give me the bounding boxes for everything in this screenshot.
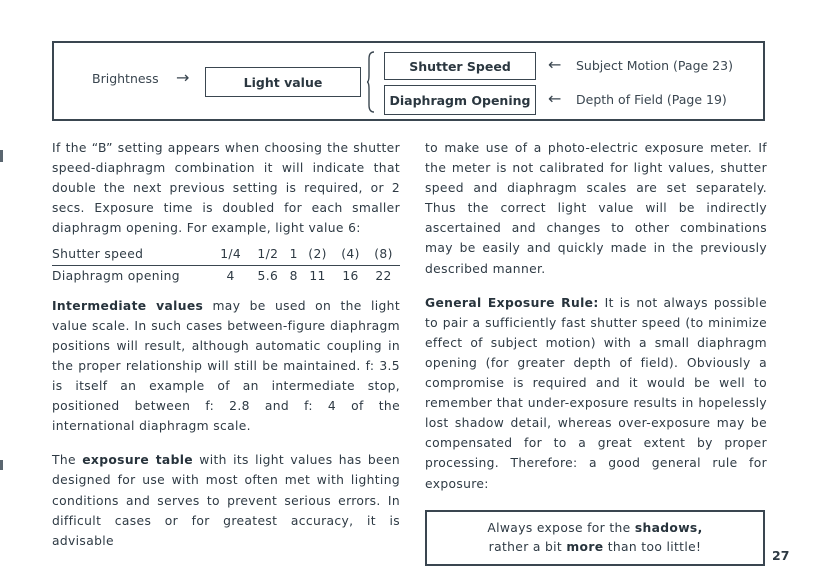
- rule-text: rather a bit: [488, 539, 567, 554]
- depth-of-field-label: Depth of Field (Page 19): [576, 92, 727, 107]
- table-cell: 22: [375, 268, 392, 283]
- table-cell: 5.6: [257, 268, 279, 283]
- rule-line-2: [489, 538, 702, 557]
- term-shadows: shadows,: [634, 520, 703, 535]
- rule-line-1: [487, 519, 702, 538]
- rule-text: than too little!: [603, 539, 702, 554]
- table-cell: (2): [301, 244, 334, 265]
- diaphragm-opening-box: Diaphragm Opening: [384, 85, 536, 115]
- exposure-diagram: [52, 41, 765, 121]
- general-rule-paragraph: [425, 293, 767, 494]
- table-cell: 1/4: [212, 244, 249, 265]
- table-cell: 8: [289, 268, 298, 283]
- table-cell: 1: [286, 244, 301, 265]
- exposure-example-table: [52, 244, 400, 285]
- term-exposure-table: exposure table: [82, 453, 193, 468]
- left-column: [52, 138, 400, 565]
- table-cell: (4): [334, 244, 367, 265]
- table-cell: 16: [342, 268, 359, 283]
- exposure-table-paragraph: [52, 450, 400, 550]
- rule-text: Always expose for the: [487, 520, 635, 535]
- table-row: [52, 265, 400, 286]
- table-cell: (8): [367, 244, 400, 265]
- table-row-label: Shutter speed: [52, 244, 212, 265]
- intermediate-values-paragraph: [52, 296, 400, 437]
- arrow-left-icon: ←: [548, 55, 562, 74]
- light-value-box: Light value: [205, 67, 361, 97]
- exposure-meter-paragraph: to make use of a photo-electric exposure meter. If the meter is not calibrated for light values, shutter speed and diaphragm scales are set separately. Thus the correct light value will be indirectly ascertained and changes to other combinations may be easily and quickly made in the previously described manner.: [425, 141, 767, 276]
- term-more: more: [566, 539, 604, 554]
- paragraph-text: The: [52, 453, 83, 468]
- arrow-right-icon: →: [176, 68, 190, 87]
- brightness-label: Brightness: [92, 71, 159, 86]
- paragraph-text: It is not always possible to pair a sufficiently fast shutter speed (to minimize effect of subject motion) with a small diaphragm opening (for greater depth of field). Obviously a compromise is required and it would be well to remember that under-exposure results in hopelessly lost shadow detail, whereas over-exposure may be compensated for to a great extent by proper processing. Therefore: a good general rule for exposure:: [425, 295, 767, 491]
- table-row-label: Diaphragm opening: [52, 268, 180, 283]
- table-cell: 4: [226, 268, 235, 283]
- right-column: [425, 138, 767, 566]
- term-general-exposure-rule: General Exposure Rule:: [425, 295, 599, 310]
- term-intermediate-values: Intermediate values: [52, 298, 204, 313]
- b-setting-paragraph: If the “B” setting appears when choosing the shutter speed-diaphragm combination it will indicate that double the next previous setting is required, or 2 secs. Exposure time is doubled for each smaller diaphragm opening. For example, light value 6:: [52, 141, 400, 236]
- scan-edge-mark: [0, 460, 3, 470]
- table-cell: 1/2: [249, 244, 286, 265]
- shutter-speed-box: Shutter Speed: [384, 52, 536, 80]
- page-number: 27: [772, 548, 790, 563]
- paragraph-text: with its light values has been designed for use with most often met with lighting conditions and serves to prevent serious errors. In difficult cases or for greatest accuracy, it is advisable: [52, 453, 400, 548]
- arrow-left-icon: ←: [548, 89, 562, 108]
- brace-icon: [367, 51, 375, 113]
- exposure-rule-box: [425, 510, 765, 566]
- paragraph-text: may be used on the light value scale. In such cases between-figure diaphragm positions will result, although automatic coupling in the proper relationship will still be maintained. f: 3.5 is itself an example of an intermediate stop, positioned between f: 2.8 and f: 4 of the international diaphragm scale.: [52, 298, 400, 434]
- table-cell: 11: [309, 268, 326, 283]
- table-row: [52, 244, 400, 265]
- scan-edge-mark: [0, 150, 3, 162]
- subject-motion-label: Subject Motion (Page 23): [576, 58, 733, 73]
